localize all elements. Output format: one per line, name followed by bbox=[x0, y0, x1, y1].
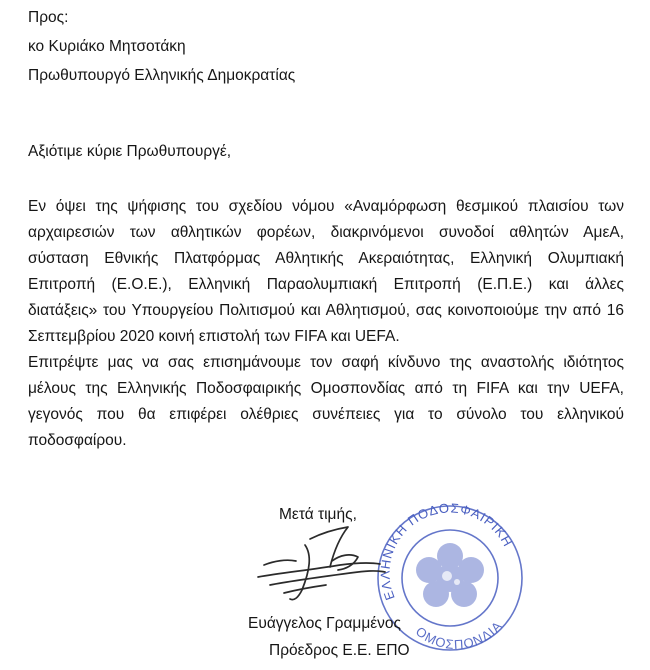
stamp-bottom-text-layer bbox=[375, 478, 525, 668]
paragraph-1 bbox=[28, 194, 624, 350]
paragraph-1-line: διατάξεις» του Υπουργείου Πολιτισμού και Αθλητισμού, σας κοινοποιούμε την από 16 bbox=[28, 302, 624, 319]
paragraph-1-line: Σεπτεμβρίου 2020 κοινή επιστολή των FIFA και UEFA. bbox=[28, 328, 400, 345]
recipient-title: Πρωθυπουργό Ελληνικής Δημοκρατίας bbox=[28, 67, 296, 84]
signatory-role: Πρόεδρος Ε.Ε. ΕΠΟ bbox=[269, 642, 410, 659]
paragraph-1-line: Εν όψει της ψήφισης του σχεδίου νόμου «Αναμόρφωση θεσμικού πλαισίου των bbox=[28, 198, 624, 215]
paragraph-2-line: μέλους της Ελληνικής Ποδοσφαιρικής Ομοσπονδίας από τη FIFA και την UEFA, bbox=[28, 380, 624, 397]
stamp-text-bottom: ΟΜΟΣΠΟΝΔΙΑ bbox=[412, 617, 506, 653]
paragraph-1-line: αρχαιρεσιών των αθλητικών φορέων, διακρινόμενοι συνοδοί αθλητών ΑμεΑ, bbox=[28, 224, 624, 241]
signatory-name: Ευάγγελος Γραμμένος bbox=[248, 615, 402, 632]
paragraph-2-line: γεγονός που θα επιφέρει ολέθριες συνέπειες για το σύνολο του ελληνικού bbox=[28, 406, 624, 423]
recipient-name: κο Κυριάκο Μητσοτάκη bbox=[28, 38, 186, 55]
paragraph-2 bbox=[28, 350, 624, 454]
paragraph-1-line: σύσταση Εθνικής Πλατφόρμας Αθλητικής Ακεραιότητας, Ελληνική Ολυμπιακή bbox=[28, 250, 624, 267]
paragraph-2-line: Επιτρέψτε μας να σας επισημάνουμε τον σαφή κίνδυνο της αναστολής ιδιότητος bbox=[28, 354, 624, 371]
to-label: Προς: bbox=[28, 9, 69, 26]
stamp-text-top: ΕΛΛΗΝΙΚΗ ΠΟΔΟΣΦΑΙΡΙΚΗ bbox=[377, 500, 516, 603]
closing: Μετά τιμής, bbox=[279, 506, 357, 523]
salutation: Αξιότιμε κύριε Πρωθυπουργέ, bbox=[28, 143, 232, 160]
paragraph-2-line: ποδοσφαίρου. bbox=[28, 432, 127, 449]
paragraph-1-line: Επιτροπή (Ε.Ο.Ε.), Ελληνική Παραολυμπιακή Επιτροπή (Ε.Π.Ε.) και άλλες bbox=[28, 276, 624, 293]
